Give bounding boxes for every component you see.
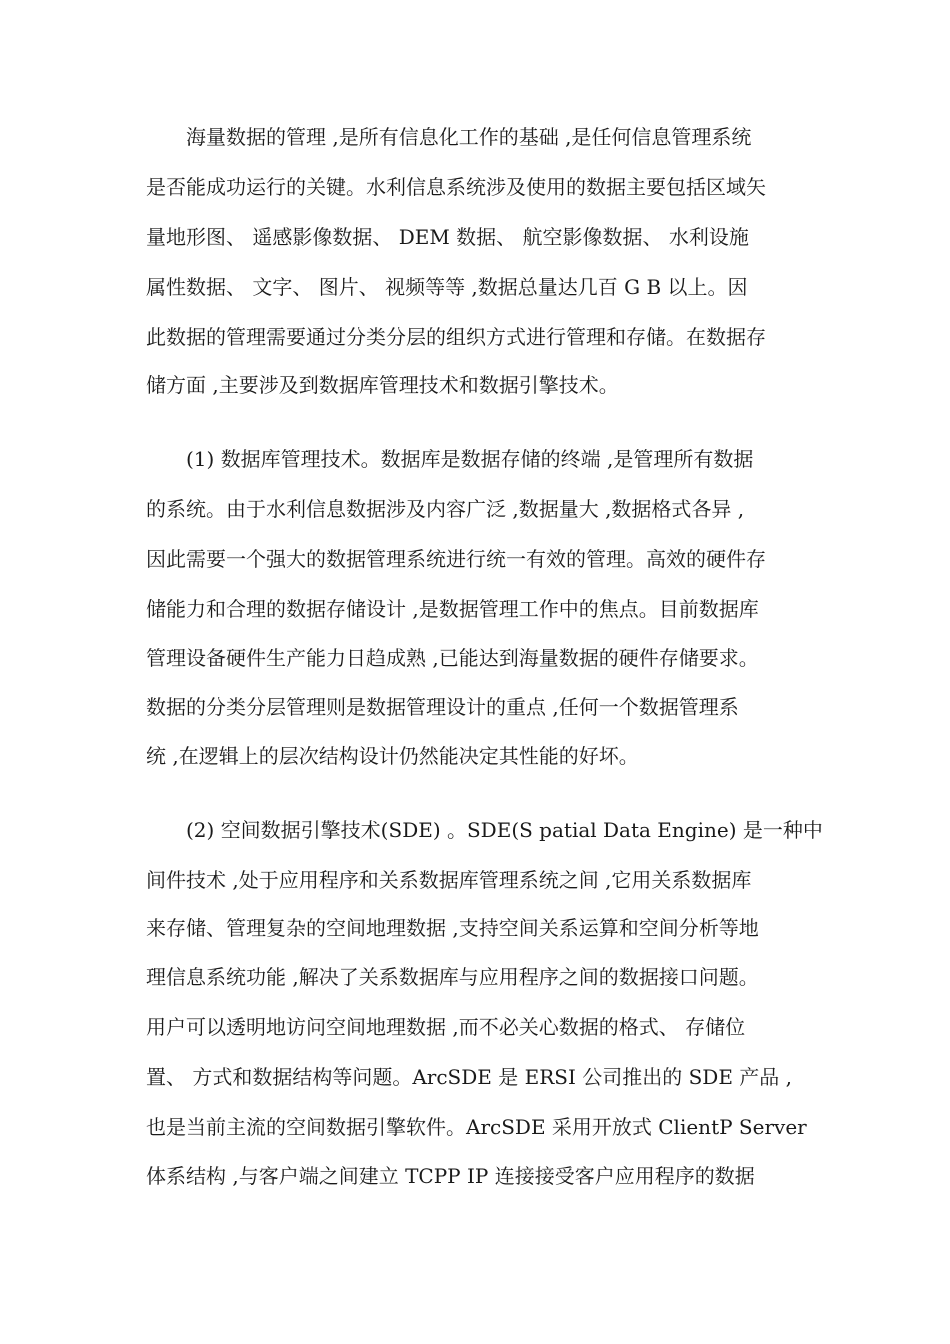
paragraph-2-line-7: 统 ,在逻辑上的层次结构设计仍然能决定其性能的好坏。	[146, 744, 639, 768]
paragraph-2-line-3: 因此需要一个强大的数据管理系统进行统一有效的管理。高效的硬件存	[146, 547, 766, 571]
paragraph-2-line-6: 数据的分类分层管理则是数据管理设计的重点 ,任何一个数据管理系	[146, 695, 739, 719]
paragraph-2-line-1: (1) 数据库管理技术。数据库是数据存储的终端 ,是管理所有数据	[186, 447, 754, 471]
paragraph-3-line-5: 用户可以透明地访问空间地理数据 ,而不必关心数据的格式、 存储位	[146, 1015, 746, 1039]
paragraph-3-line-8: 体系结构 ,与客户端之间建立 TCPP IP 连接接受客户应用程序的数据	[146, 1164, 755, 1188]
paragraph-3-line-2: 间件技术 ,处于应用程序和关系数据库管理系统之间 ,它用关系数据库	[146, 868, 752, 892]
paragraph-3-line-3: 来存储、管理复杂的空间地理数据 ,支持空间关系运算和空间分析等地	[146, 916, 759, 940]
paragraph-1-line-1: 海量数据的管理 ,是所有信息化工作的基础 ,是任何信息管理系统	[186, 125, 752, 149]
paragraph-3-line-7: 也是当前主流的空间数据引擎软件。ArcSDE 采用开放式 ClientP Server	[146, 1115, 807, 1139]
paragraph-3-line-1: (2) 空间数据引擎技术(SDE) 。SDE(S patial Data Engine) 是一种中	[186, 818, 823, 842]
paragraph-2-line-5: 管理设备硬件生产能力日趋成熟 ,已能达到海量数据的硬件存储要求。	[146, 646, 759, 670]
paragraph-3-line-6: 置、 方式和数据结构等问题。ArcSDE 是 ERSI 公司推出的 SDE 产品 ,	[146, 1065, 792, 1089]
paragraph-3-line-4: 理信息系统功能 ,解决了关系数据库与应用程序之间的数据接口问题。	[146, 965, 759, 989]
paragraph-1-line-5: 此数据的管理需要通过分类分层的组织方式进行管理和存储。在数据存	[146, 325, 766, 349]
paragraph-1-line-3: 量地形图、 遥感影像数据、 DEM 数据、 航空影像数据、 水利设施	[146, 225, 749, 249]
paragraph-2-line-4: 储能力和合理的数据存储设计 ,是数据管理工作中的焦点。目前数据库	[146, 597, 759, 621]
paragraph-2-line-2: 的系统。由于水利信息数据涉及内容广泛 ,数据量大 ,数据格式各异 ,	[146, 497, 745, 521]
paragraph-1-line-4: 属性数据、 文字、 图片、 视频等等 ,数据总量达几百 G B 以上。因	[146, 275, 748, 299]
paragraph-1-line-6: 储方面 ,主要涉及到数据库管理技术和数据引擎技术。	[146, 373, 619, 397]
paragraph-1-line-2: 是否能成功运行的关键。水利信息系统涉及使用的数据主要包括区域矢	[146, 175, 766, 199]
